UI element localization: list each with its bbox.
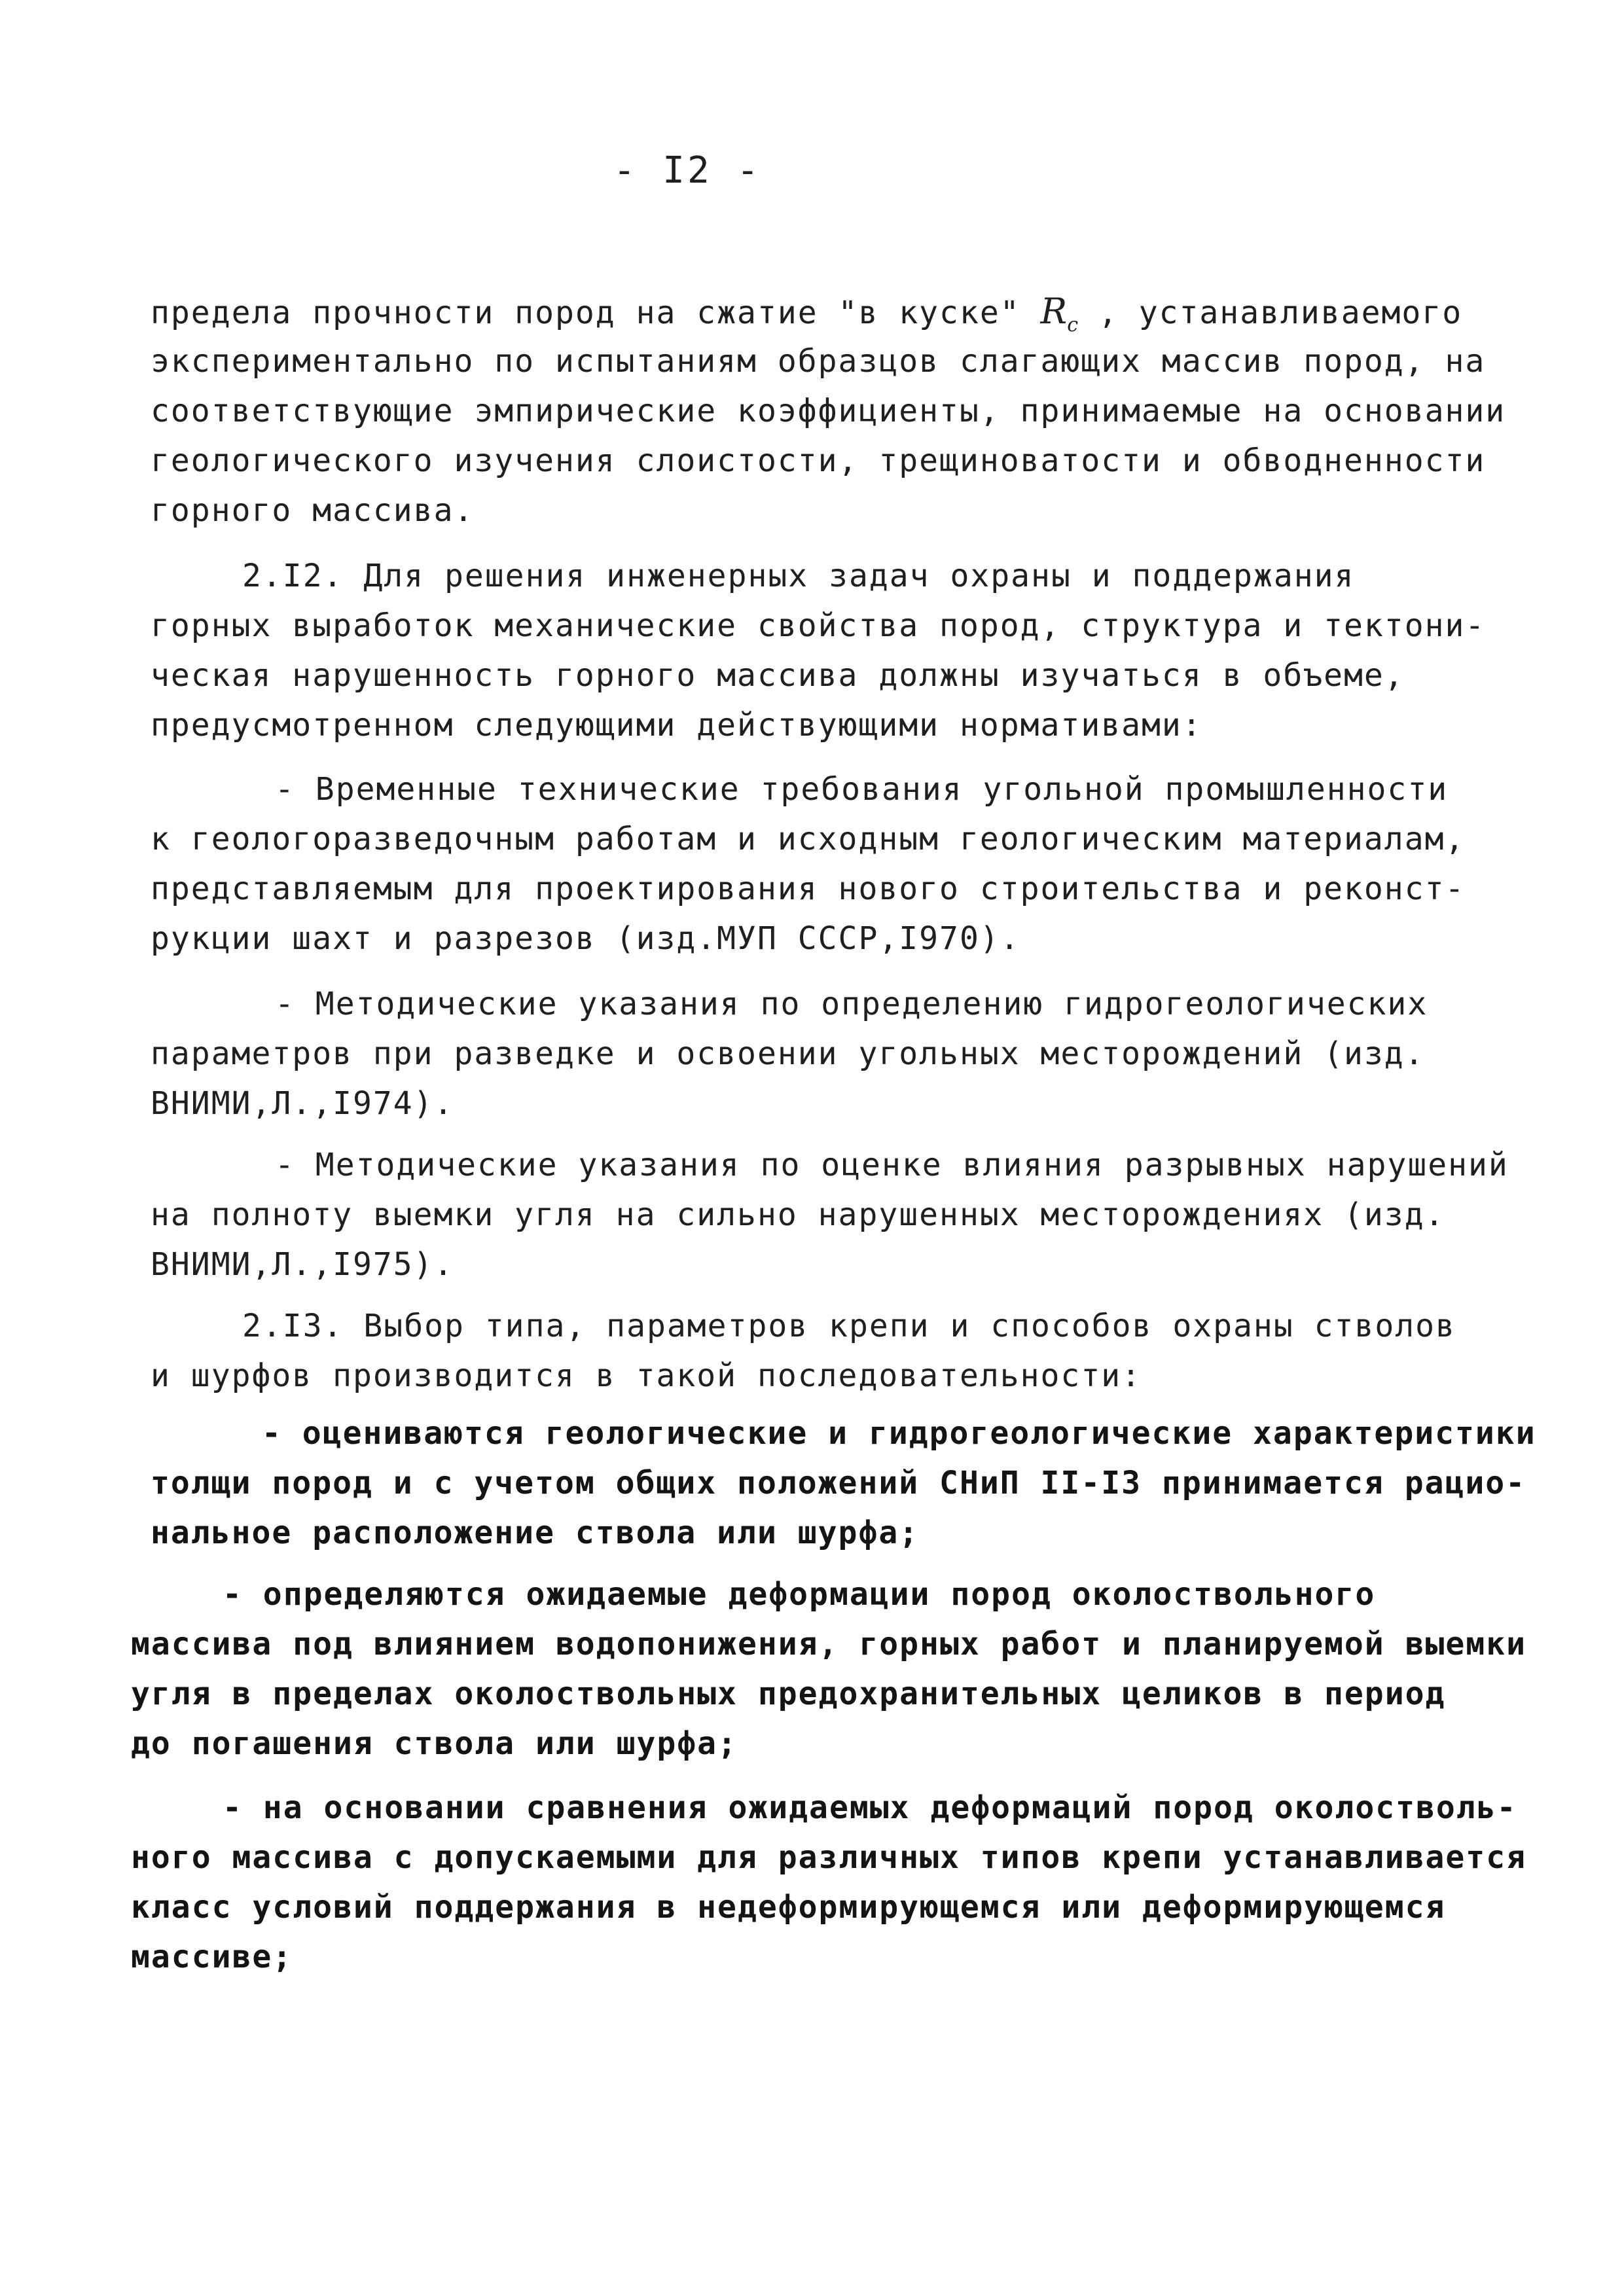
text-line: угля в пределах околоствольных предохранительных целиков в период: [131, 1676, 1446, 1712]
text-line: предусмотренном следующими действующими нормативами:: [151, 707, 1202, 744]
text-line: нальное расположение ствола или шурфа;: [151, 1515, 920, 1551]
text-line: ВНИМИ,Л.,I975).: [151, 1246, 454, 1283]
text-line: массива под влиянием водопонижения, горных работ и планируемой выемки: [131, 1626, 1526, 1662]
paragraph-strength-limit: [151, 287, 1545, 535]
text-line: - на основании сравнения ожидаемых деформаций пород околостволь-: [223, 1789, 1517, 1826]
text-line: соответствующие эмпирические коэффициенты, принимаемые на основании: [151, 393, 1506, 429]
text-line: ВНИМИ,Л.,I974).: [151, 1085, 454, 1122]
text-line: массиве;: [131, 1939, 293, 1975]
list-item-deformations: [131, 1570, 1525, 1768]
text-line: - Методические указания по оценке влияния разрывных нарушений: [275, 1147, 1509, 1183]
text-line: ного массива с допускаемыми для различных типов крепи устанавливается: [131, 1839, 1526, 1876]
text-line: класс условий поддержания в недеформирующемся или деформирующемся: [131, 1889, 1446, 1926]
text-line: горного массива.: [151, 492, 475, 529]
text-line: и шурфов производится в такой последовательности:: [151, 1357, 1142, 1394]
text-line: - оцениваются геологические и гидрогеологические характеристики: [262, 1415, 1536, 1452]
text-line: к геологоразведочным работам и исходным геологическим материалам,: [151, 821, 1466, 857]
paragraph-2-12: [151, 551, 1545, 750]
list-item-evaluation: [151, 1408, 1545, 1558]
text-line: - Методические указания по определению гидрогеологических: [275, 986, 1428, 1022]
text-line: до погашения ствола или шурфа;: [131, 1725, 738, 1762]
formula-rc: $R_с$: [1040, 291, 1079, 336]
text-line: - определяются ожидаемые деформации пород околоствольного: [223, 1576, 1376, 1613]
list-item-fault-guidelines: [151, 1140, 1545, 1289]
text-line: предела прочности пород на сжатие "в куске" $R_с$ , устанавливаемого: [151, 291, 1463, 336]
text-line: ческая нарушенность горного массива должны изучаться в объеме,: [151, 657, 1405, 694]
text-line: геологического изучения слоистости, трещиноватости и обводненности: [151, 442, 1486, 479]
text-line: горных выработок механические свойства пород, структура и тектони-: [151, 607, 1486, 644]
list-item-temporary-requirements: [151, 764, 1545, 963]
page-number: - I2 -: [613, 149, 762, 192]
text-line: рукции шахт и разрезов (изд.МУП СССР,I970).: [151, 920, 1020, 957]
paragraph-2-13: [151, 1301, 1545, 1401]
text-line: экспериментально по испытаниям образцов слагающих массив пород, на: [151, 343, 1486, 380]
text-line: 2.I2. Для решения инженерных задач охраны и поддержания: [242, 558, 1355, 594]
list-item-support-class: [131, 1783, 1525, 1982]
text-line: 2.I3. Выбор типа, параметров крепи и способов охраны стволов: [242, 1308, 1456, 1344]
text-line: толщи пород и с учетом общих положений СНиП II-I3 принимается рацио-: [151, 1465, 1526, 1501]
text-line: представляемым для проектирования нового строительства и реконст-: [151, 870, 1466, 907]
text-line: - Временные технические требования угольной промышленности: [275, 771, 1449, 808]
text-line: на полноту выемки угля на сильно нарушенных месторождениях (изд.: [151, 1196, 1445, 1233]
list-item-hydrogeological-guidelines: [151, 979, 1545, 1128]
text-line: параметров при разведке и освоении угольных месторождений (изд.: [151, 1035, 1425, 1072]
